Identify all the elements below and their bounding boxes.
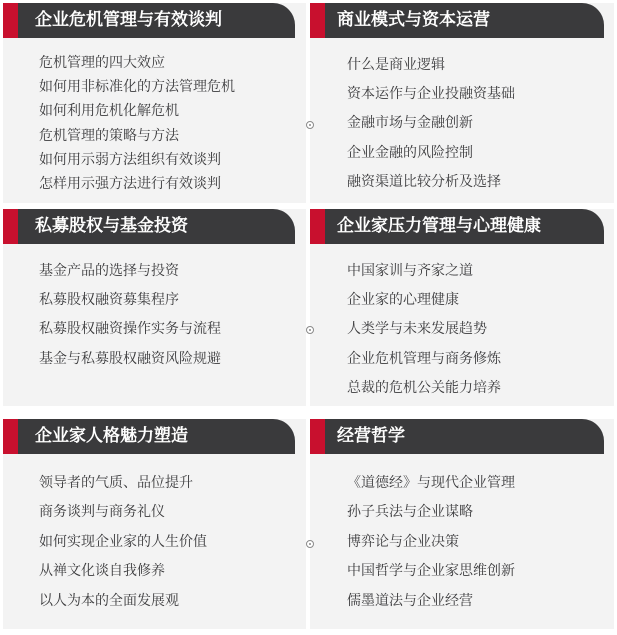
topic-list (310, 38, 614, 197)
list-item: 孙子兵法与企业谋略 (347, 504, 473, 521)
circle-dot-icon (306, 121, 314, 129)
list-item: 从禅文化谈自我修养 (39, 563, 165, 580)
list-item: 以人为本的全面发展观 (39, 592, 179, 609)
list-item: 中国哲学与企业家思维创新 (347, 563, 515, 580)
list-item: 如何实现企业家的人生价值 (39, 533, 207, 550)
panel-title: 企业家人格魅力塑造 (3, 419, 295, 454)
list-item: 如何利用危机化解危机 (39, 103, 179, 120)
list-item: 企业危机管理与商务修炼 (347, 350, 501, 367)
topic-list (310, 454, 614, 616)
list-item: 怎样用示强方法进行有效谈判 (39, 176, 221, 193)
list-item: 如何用非标准化的方法管理危机 (39, 79, 235, 96)
course-panel-business-model (310, 3, 614, 203)
list-item: 基金与私募股权融资风险规避 (39, 350, 221, 367)
list-item: 私募股权融资募集程序 (39, 292, 179, 309)
list-item: 资本运作与企业投融资基础 (347, 86, 515, 103)
list-item: 如何用示弱方法组织有效谈判 (39, 151, 221, 168)
course-panel-stress-management (310, 209, 614, 406)
list-item: 《道德经》与现代企业管理 (347, 475, 515, 491)
topic-list (3, 38, 306, 196)
topic-list (3, 454, 306, 616)
list-item: 人类学与未来发展趋势 (347, 321, 487, 338)
list-item: 总裁的危机公关能力培养 (347, 379, 501, 396)
list-item: 企业家的心理健康 (347, 292, 459, 309)
list-item: 儒墨道法与企业经营 (347, 592, 473, 609)
list-item: 商务谈判与商务礼仪 (39, 504, 165, 521)
list-item: 中国家训与齐家之道 (347, 263, 473, 279)
panel-title: 私募股权与基金投资 (3, 209, 295, 244)
list-item: 融资渠道比较分析及选择 (347, 173, 501, 190)
list-item: 危机管理的策略与方法 (39, 127, 179, 144)
panel-title: 商业模式与资本运营 (310, 3, 604, 38)
circle-dot-icon (306, 326, 314, 334)
list-item: 博弈论与企业决策 (347, 533, 459, 550)
list-item: 私募股权融资操作实务与流程 (39, 321, 221, 338)
list-item: 基金产品的选择与投资 (39, 263, 179, 279)
list-item: 企业金融的风险控制 (347, 144, 473, 161)
list-item: 金融市场与金融创新 (347, 115, 473, 132)
topic-list (310, 244, 614, 403)
course-panel-crisis-negotiation (3, 3, 306, 203)
course-panel-business-philosophy (310, 419, 614, 629)
list-item: 领导者的气质、品位提升 (39, 475, 193, 491)
list-item: 什么是商业逻辑 (347, 57, 445, 73)
section-row-1 (3, 3, 614, 203)
list-item: 危机管理的四大效应 (39, 55, 165, 71)
section-row-2 (3, 209, 614, 406)
circle-dot-icon (306, 540, 314, 548)
course-panel-personal-charisma (3, 419, 306, 629)
course-panel-private-equity (3, 209, 306, 406)
panel-title: 经营哲学 (310, 419, 604, 454)
panel-title: 企业家压力管理与心理健康 (310, 209, 604, 244)
panel-title: 企业危机管理与有效谈判 (3, 3, 295, 38)
section-row-3 (3, 419, 614, 629)
topic-list (3, 244, 306, 374)
